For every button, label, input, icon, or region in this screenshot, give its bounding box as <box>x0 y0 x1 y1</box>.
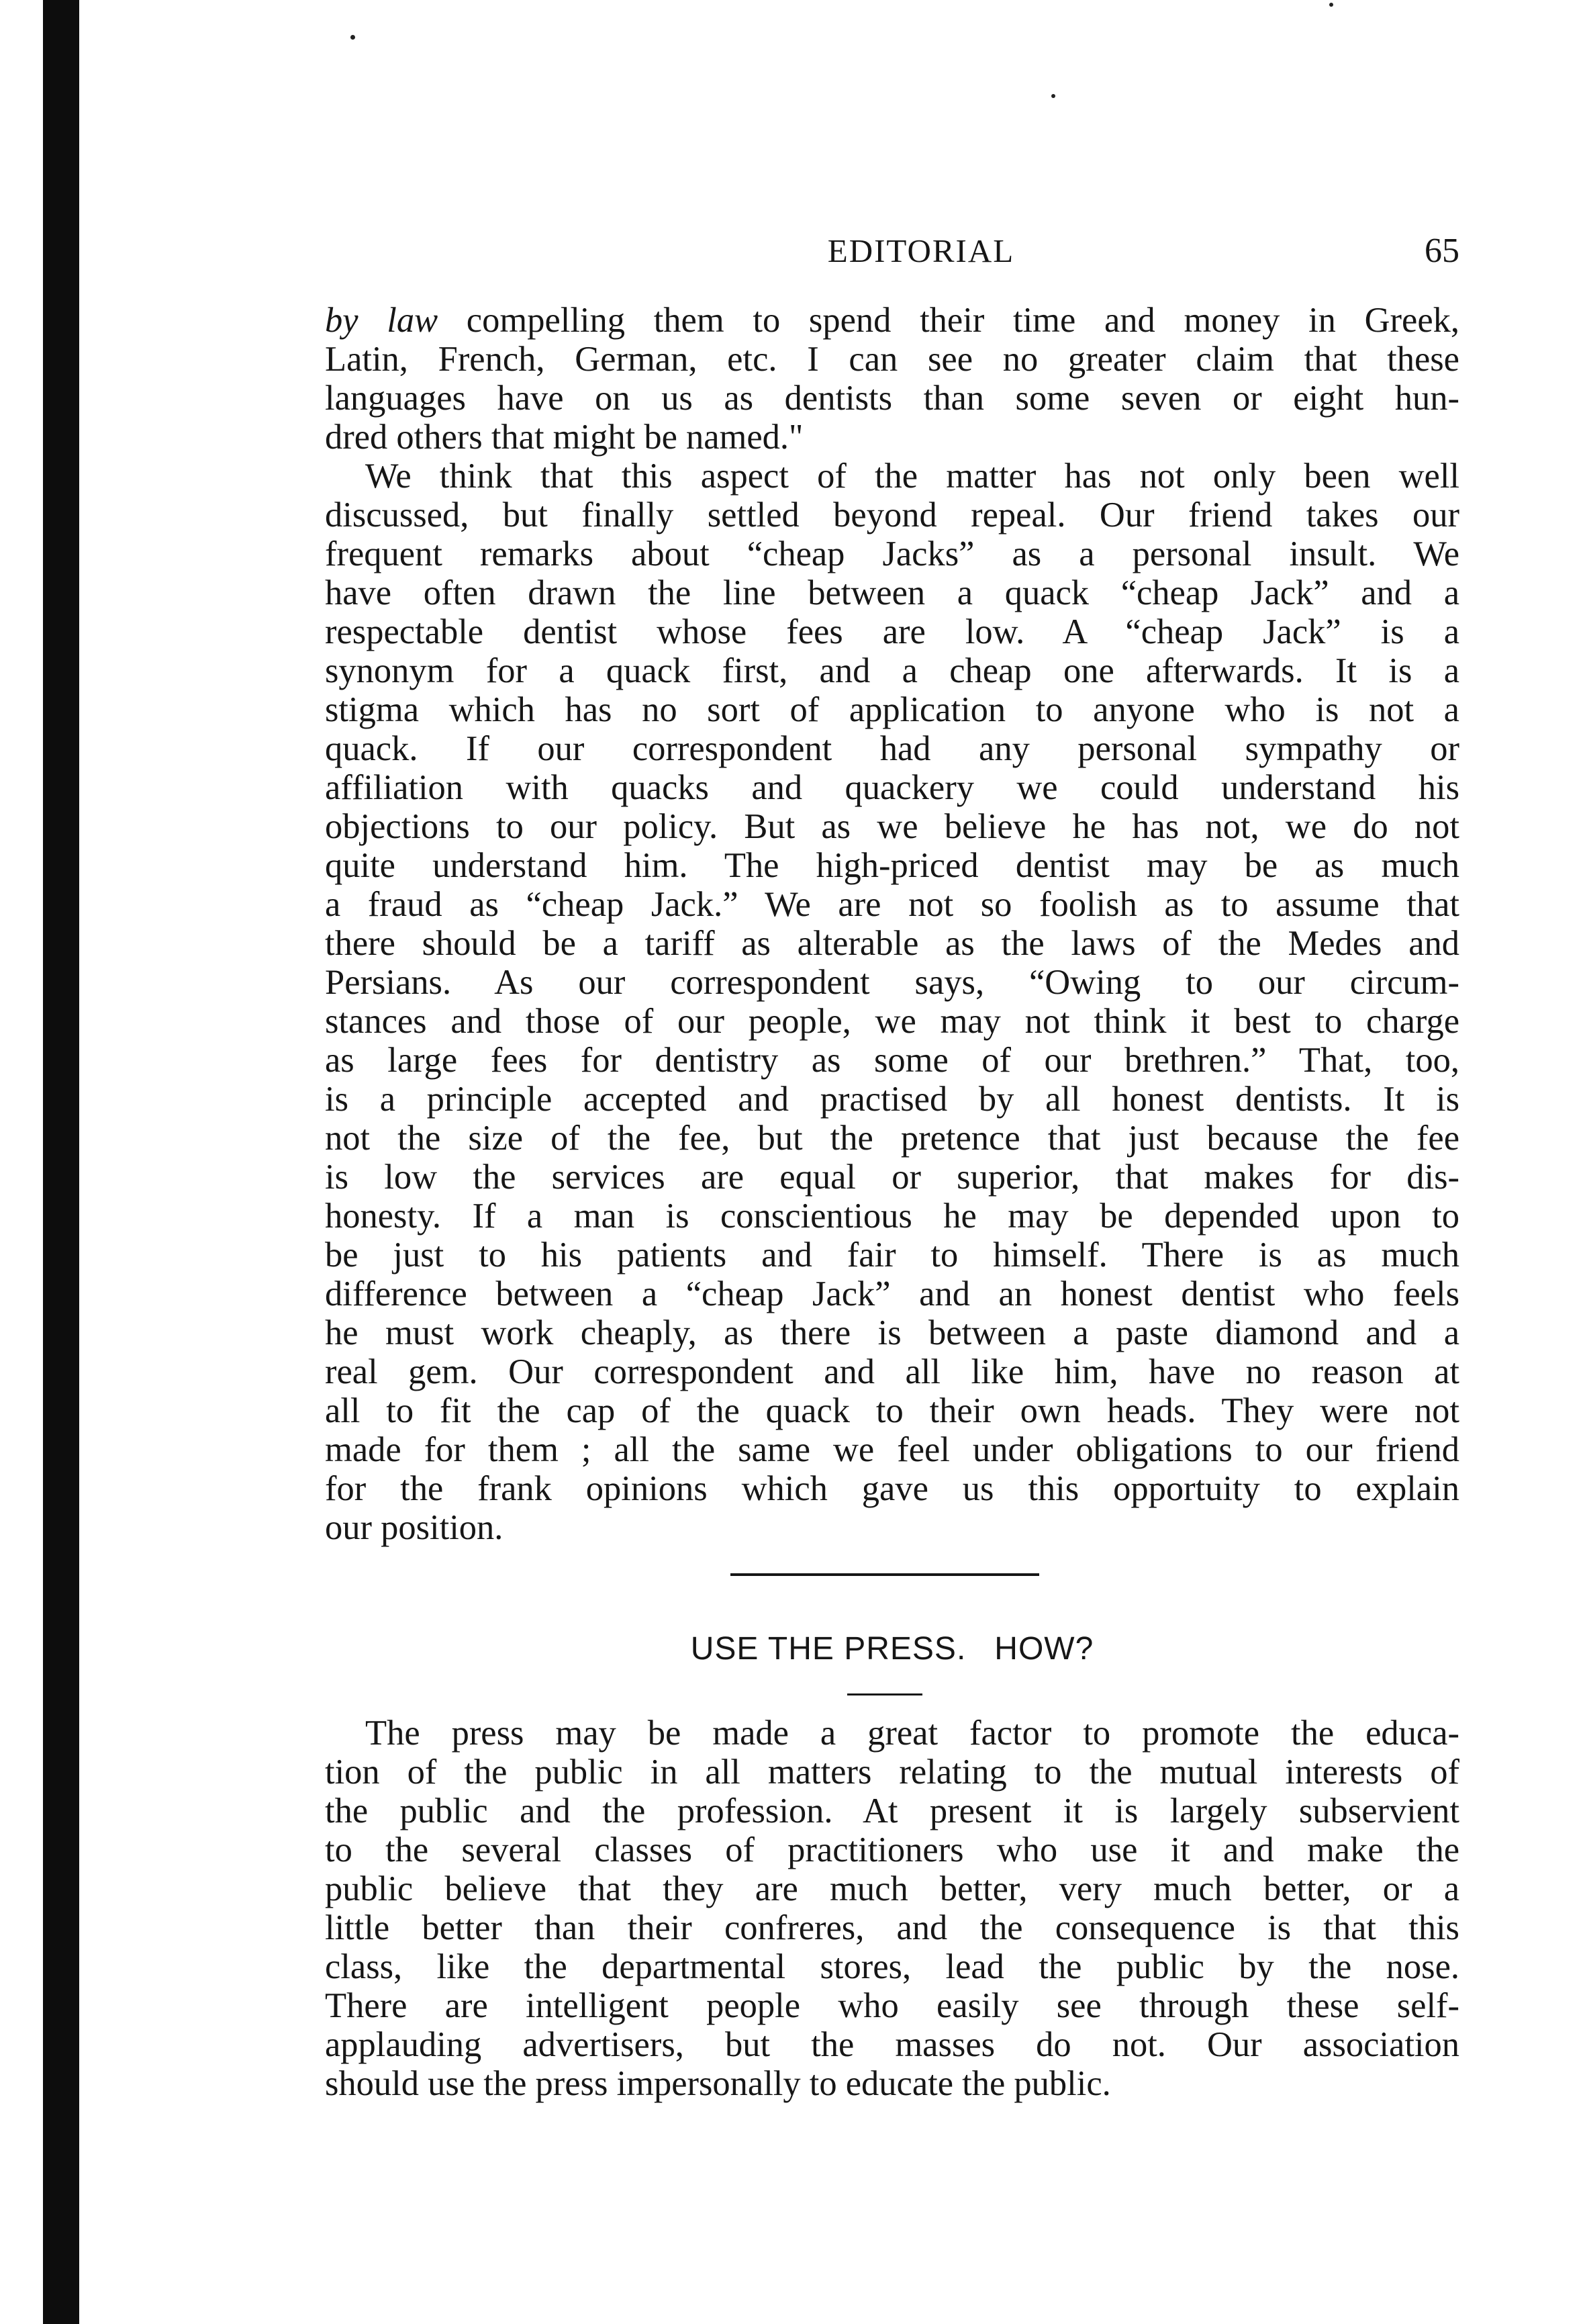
text-line: honesty. If a man is conscientious he may be depended upon to <box>325 1197 1459 1236</box>
text-line: have often drawn the line between a quack “cheap Jack” and a <box>325 573 1459 612</box>
text-line: Persians. As our correspondent says, “Owing to our circum- <box>325 963 1459 1002</box>
text-line: a fraud as “cheap Jack.” We are not so foolish as to assume that <box>325 885 1459 924</box>
text-line: synonym for a quack first, and a cheap one afterwards. It is a <box>325 651 1459 690</box>
text-line: Latin, French, German, etc. I can see no greater claim that these <box>325 340 1459 379</box>
section-heading-question: HOW? <box>994 1631 1094 1667</box>
running-head: EDITORIAL <box>827 232 1015 269</box>
text-line: little better than their confreres, and the consequence is that this <box>325 1908 1459 1947</box>
text-line: the public and the profession. At present it is largely subservient <box>325 1792 1459 1830</box>
section-text <box>325 1714 1459 2103</box>
heading-underline <box>847 1693 922 1695</box>
text-line: should use the press impersonally to educate the public. <box>325 2064 1111 2103</box>
text-line: objections to our policy. But as we believe he has not, we do not <box>325 807 1459 846</box>
text-line: There are intelligent people who easily see through these self- <box>325 1986 1459 2025</box>
section-divider <box>730 1573 1039 1576</box>
text-line: our position. <box>325 1508 503 1547</box>
text-line: applauding advertisers, but the masses do not. Our association <box>325 2025 1459 2064</box>
text-line: affiliation with quacks and quackery we could understand his <box>325 768 1459 807</box>
text-line: be just to his patients and fair to himself. There is as much <box>325 1236 1459 1274</box>
section-heading-title: USE THE PRESS. <box>690 1631 967 1667</box>
text-line: class, like the departmental stores, lead the public by the nose. <box>325 1947 1459 1986</box>
print-speck <box>1329 3 1333 7</box>
text-line: languages have on us as dentists than some seven or eight hun- <box>325 379 1459 418</box>
text-line: for the frank opinions which gave us this opportuity to explain <box>325 1469 1459 1508</box>
text-line: stances and those of our people, we may not think it best to charge <box>325 1002 1459 1041</box>
text-line: by law compelling them to spend their time and money in Greek, <box>325 301 1459 340</box>
text-line: he must work cheaply, as there is between a paste diamond and a <box>325 1313 1459 1352</box>
text-line: frequent remarks about “cheap Jacks” as a personal insult. We <box>325 534 1459 573</box>
page-number: 65 <box>1425 232 1459 270</box>
text-line: The press may be made a great factor to promote the educa- <box>365 1714 1459 1753</box>
text-line: difference between a “cheap Jack” and an honest dentist who feels <box>325 1274 1459 1313</box>
text-line: to the several classes of practitioners who use it and make the <box>325 1830 1459 1869</box>
editorial-text <box>325 301 1459 1547</box>
text-line: discussed, but finally settled beyond repeal. Our friend takes our <box>325 496 1459 534</box>
text-line: public believe that they are much better, very much better, or a <box>325 1869 1459 1908</box>
text-line: there should be a tariff as alterable as the laws of the Medes and <box>325 924 1459 963</box>
text-line: is a principle accepted and practised by all honest dentists. It is <box>325 1080 1459 1119</box>
text-line: quite understand him. The high-priced dentist may be as much <box>325 846 1459 885</box>
text-line: quack. If our correspondent had any personal sympathy or <box>325 729 1459 768</box>
text-line: made for them ; all the same we feel under obligations to our friend <box>325 1430 1459 1469</box>
text-line: tion of the public in all matters relating to the mutual interests of <box>325 1753 1459 1792</box>
text-line: respectable dentist whose fees are low. A “cheap Jack” is a <box>325 612 1459 651</box>
text-line: dred others that might be named." <box>325 418 804 457</box>
section-heading <box>325 1629 1459 1669</box>
text-line: We think that this aspect of the matter has not only been well <box>365 457 1459 496</box>
text-line: not the size of the fee, but the pretence that just because the fee <box>325 1119 1459 1158</box>
text-line: all to fit the cap of the quack to their own heads. They were not <box>325 1391 1459 1430</box>
text-line: stigma which has no sort of application to anyone who is not a <box>325 690 1459 729</box>
text-line: is low the services are equal or superior, that makes for dis- <box>325 1158 1459 1197</box>
print-speck <box>1051 94 1055 98</box>
binding-edge <box>43 0 79 2324</box>
page-header <box>325 227 1459 275</box>
text-line: as large fees for dentistry as some of our brethren.” That, too, <box>325 1041 1459 1080</box>
print-speck <box>350 35 355 40</box>
text-line: real gem. Our correspondent and all like him, have no reason at <box>325 1352 1459 1391</box>
